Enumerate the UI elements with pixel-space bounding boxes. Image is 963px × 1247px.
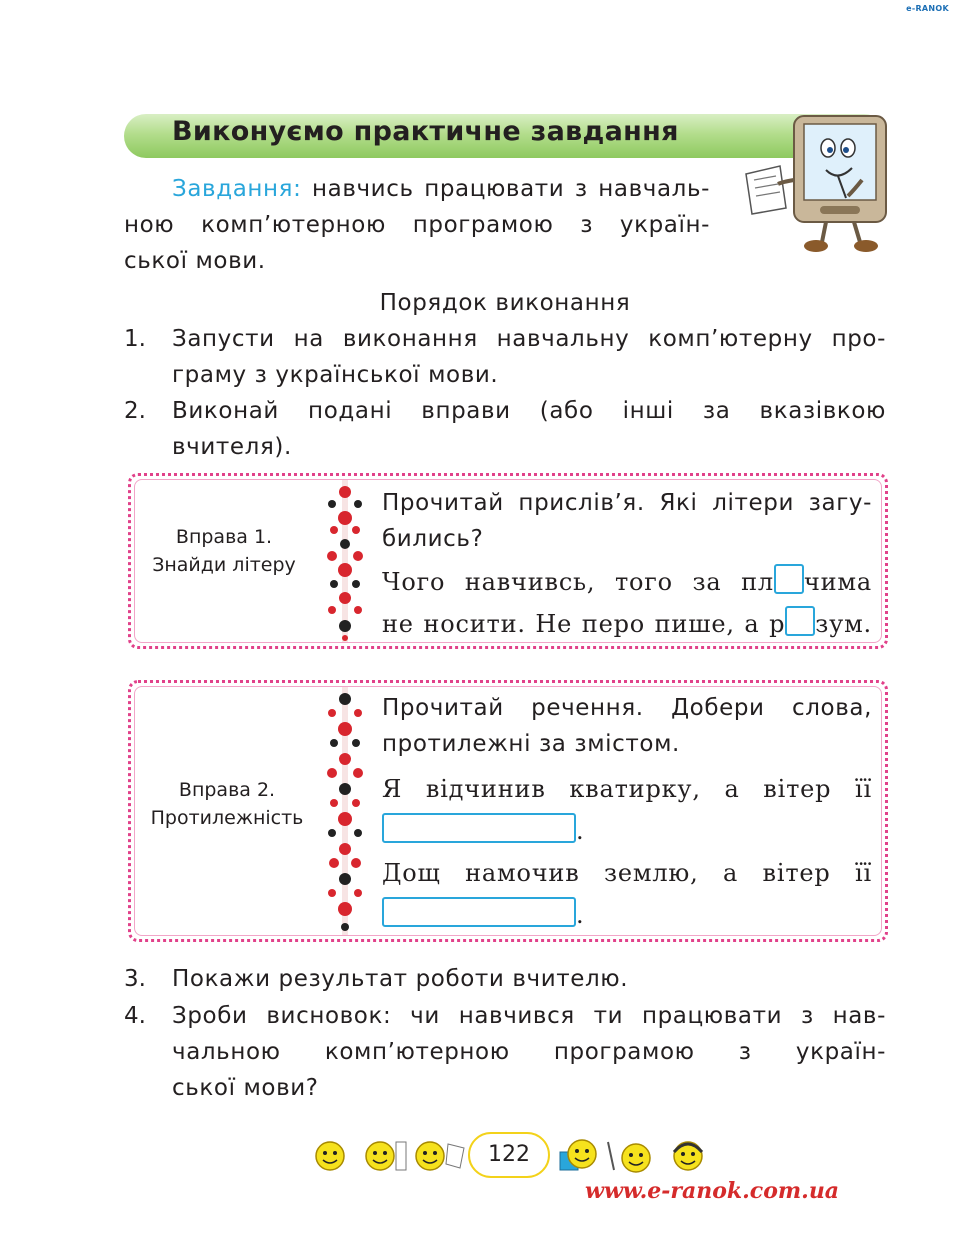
task-line-3: ської мови.	[124, 248, 266, 274]
task-line-2: ною комп’ютерною програмою з україн-	[124, 212, 710, 238]
exercise-2-sentence-2: Дощ намочив землю, а вітер її .	[382, 859, 872, 929]
task-paragraph	[124, 171, 710, 279]
ornament-icon	[322, 480, 368, 642]
task-label: Завдання:	[172, 176, 302, 202]
missing-letter-input-2[interactable]	[785, 606, 815, 636]
answer-input-1[interactable]	[382, 813, 576, 843]
smiley-character-icon	[310, 1136, 466, 1176]
step-1-number: 1.	[124, 326, 146, 352]
exercise-2-prompt: Прочитай речення. Добери слова, протилежні за змістом.	[382, 695, 872, 757]
step-2-text: Виконай подані вправи (або інші за вказівкою вчителя).	[172, 398, 886, 460]
answer-input-2[interactable]	[382, 897, 576, 927]
exercise-1-prompt: Прочитай прислів’я. Які літери загу- бились?	[382, 490, 872, 552]
exercise-1-proverb: Чого навчивсь, того за пл чима не носити. Не перо пише, а р зум.	[382, 561, 872, 645]
page-number: 122	[468, 1132, 550, 1178]
task-line-1: навчись працювати з навчаль-	[301, 176, 710, 202]
step-3-number: 3.	[124, 966, 146, 992]
step-4-number: 4.	[124, 1003, 146, 1029]
website-url[interactable]: www.e-ranok.com.ua	[585, 1178, 840, 1204]
publisher-logo: e-RANOK	[906, 4, 949, 13]
tablet-character-icon	[742, 110, 892, 260]
exercise-2-label: Вправа 2. Протилежність	[150, 779, 304, 829]
step-3-text: Покажи результат роботи вчителю.	[172, 966, 629, 992]
ornament-icon	[322, 687, 368, 935]
smiley-character-icon	[556, 1136, 708, 1176]
order-title: Порядок виконання	[379, 290, 631, 316]
step-1-text: Запусти на виконання навчальну комп’ютерну про- граму з української мови.	[172, 326, 886, 388]
step-2-number: 2.	[124, 398, 146, 424]
section-title: Виконуємо практичне завдання	[172, 116, 679, 147]
missing-letter-input-1[interactable]	[774, 564, 804, 594]
exercise-1-label: Вправа 1. Знайди літеру	[152, 526, 296, 576]
step-4-text: Зроби висновок: чи навчився ти працювати з нав- чальною комп’ютерною програмою з україн- ської мови?	[172, 1003, 886, 1101]
exercise-2-sentence-1: Я відчинив кватирку, а вітер її .	[382, 775, 872, 845]
